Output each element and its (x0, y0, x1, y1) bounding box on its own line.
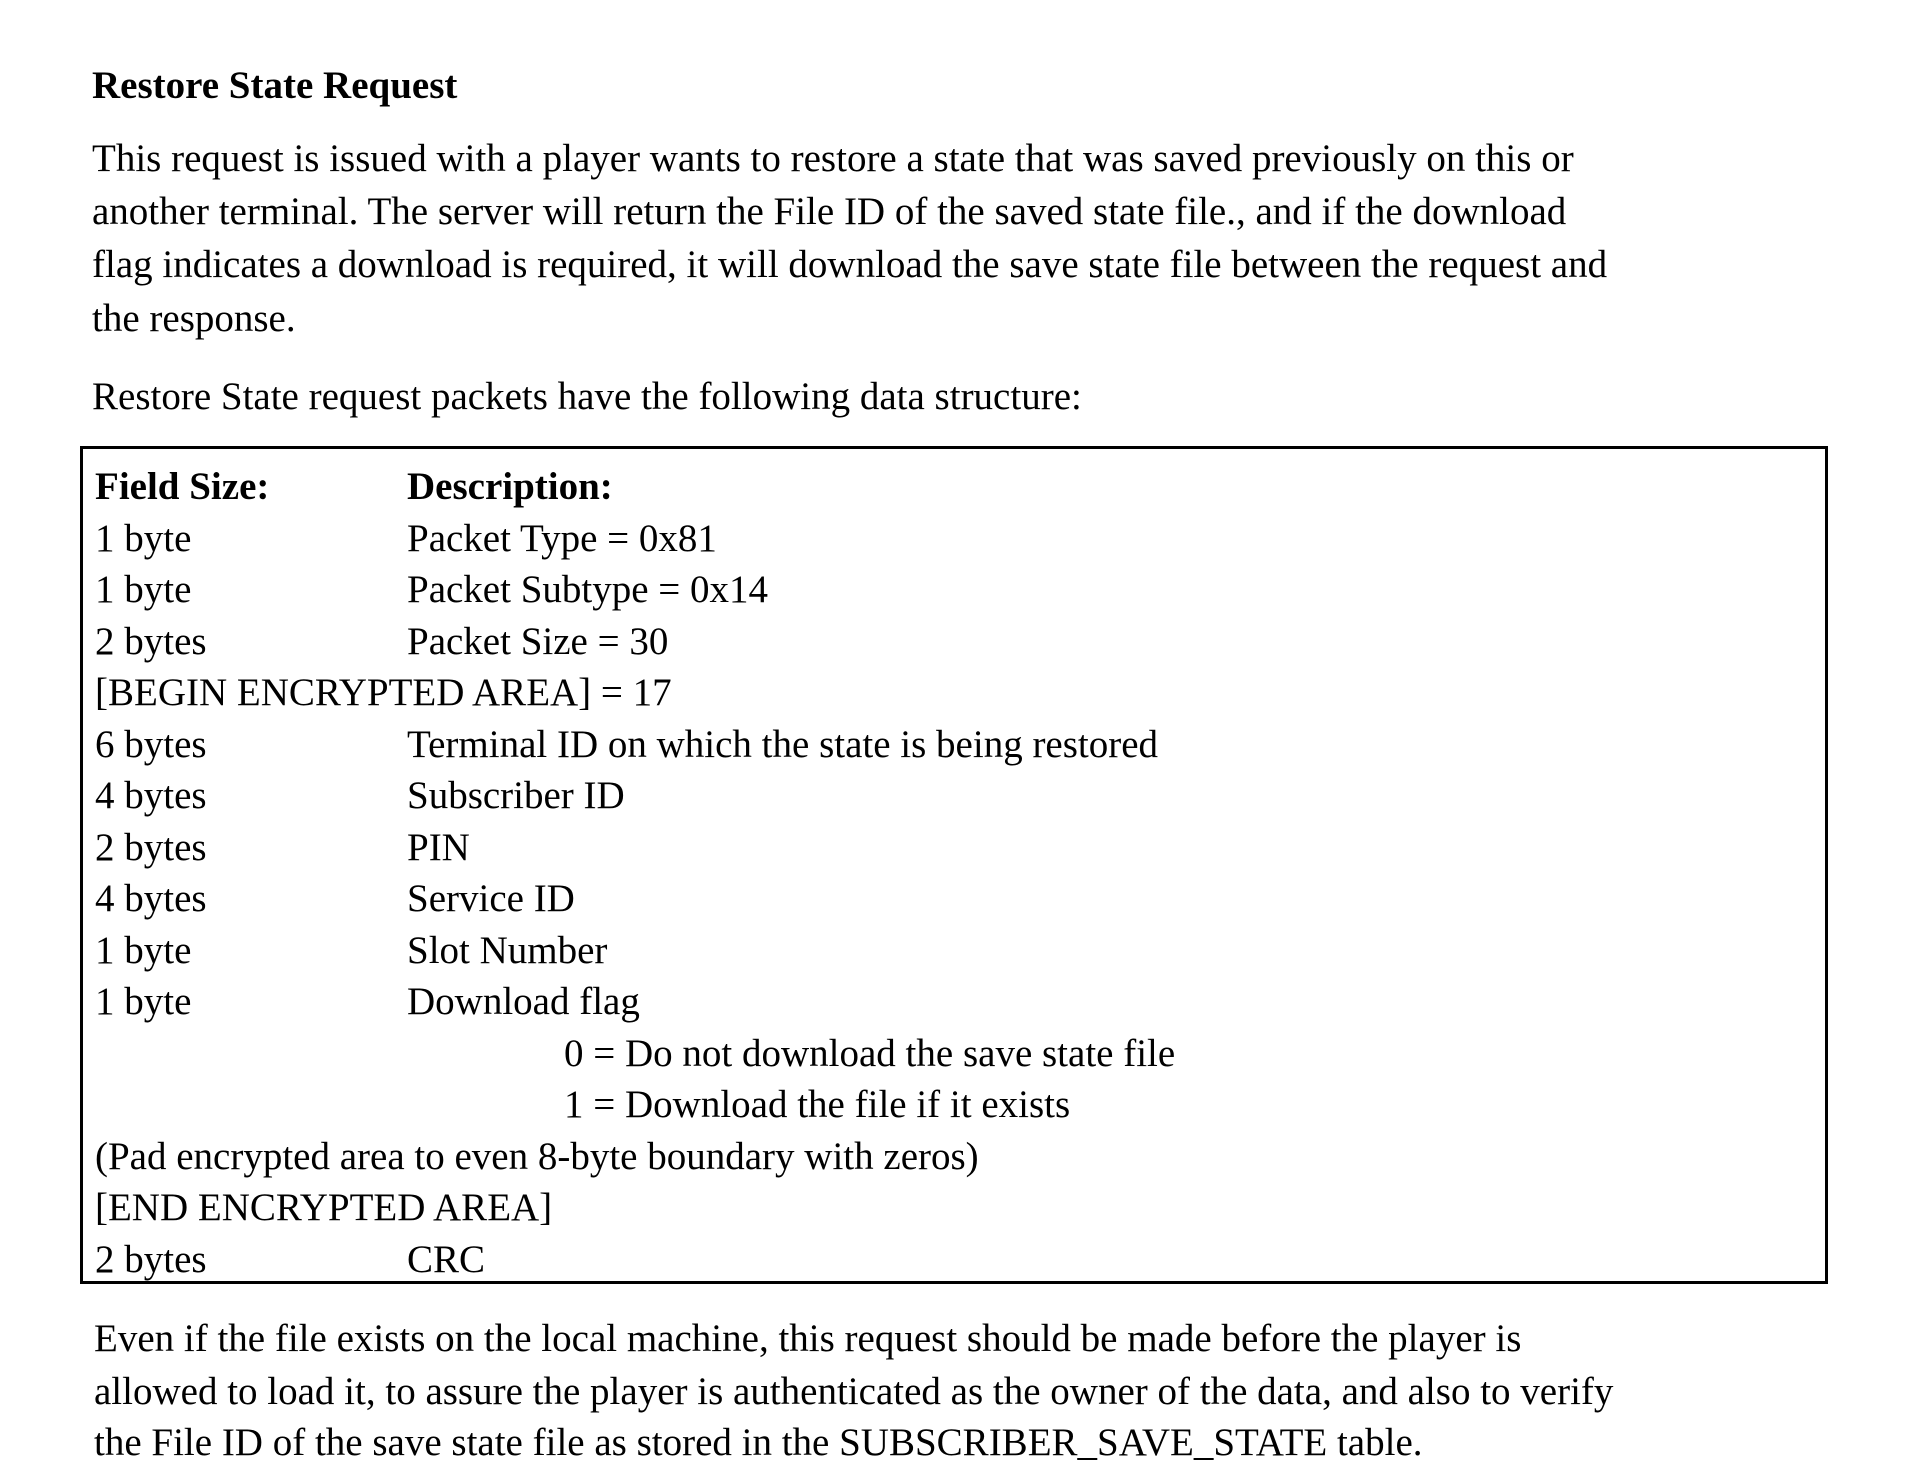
row-full-text: [BEGIN ENCRYPTED AREA] = 17 (95, 667, 672, 718)
table-row (83, 1079, 1825, 1130)
table-row (83, 1234, 1825, 1285)
table-row (83, 822, 1825, 873)
intro-line: another terminal. The server will return the File ID of the saved state file., and if the download (92, 188, 1566, 236)
field-size: 1 byte (95, 564, 191, 615)
table-row (83, 873, 1825, 924)
field-description: Packet Type = 0x81 (407, 513, 717, 564)
field-size: 2 bytes (95, 822, 207, 873)
intro-line: the response. (92, 295, 296, 343)
field-size: 4 bytes (95, 770, 207, 821)
field-description: Terminal ID on which the state is being restored (407, 719, 1158, 770)
table-row (83, 1182, 1825, 1233)
table-row (83, 513, 1825, 564)
field-description: CRC (407, 1234, 485, 1285)
field-size: 1 byte (95, 925, 191, 976)
field-description: Packet Subtype = 0x14 (407, 564, 768, 615)
field-size: 1 byte (95, 513, 191, 564)
closing-line: allowed to load it, to assure the player is authenticated as the owner of the data, and also to verify (94, 1368, 1613, 1416)
flag-option: 1 = Download the file if it exists (564, 1079, 1070, 1130)
closing-line: Even if the file exists on the local machine, this request should be made before the player is (94, 1315, 1521, 1363)
table-row (83, 770, 1825, 821)
table-row (83, 616, 1825, 667)
section-heading: Restore State Request (92, 62, 457, 110)
field-description: Slot Number (407, 925, 607, 976)
table-header (83, 461, 1825, 512)
field-description: PIN (407, 822, 470, 873)
field-description: Service ID (407, 873, 575, 924)
field-size: 2 bytes (95, 1234, 207, 1285)
packet-structure-table (80, 446, 1828, 1284)
table-row (83, 1131, 1825, 1182)
field-description: Subscriber ID (407, 770, 625, 821)
structure-intro: Restore State request packets have the following data structure: (92, 373, 1082, 421)
table-row (83, 1028, 1825, 1079)
row-full-text: [END ENCRYPTED AREA] (95, 1182, 552, 1233)
field-size: 1 byte (95, 976, 191, 1027)
field-size: 2 bytes (95, 616, 207, 667)
row-full-text: (Pad encrypted area to even 8-byte boundary with zeros) (95, 1131, 979, 1182)
intro-line: flag indicates a download is required, it will download the save state file between the request and (92, 241, 1607, 289)
header-field-size: Field Size: (95, 461, 269, 512)
table-row (83, 564, 1825, 615)
table-row (83, 925, 1825, 976)
intro-line: This request is issued with a player wants to restore a state that was saved previously on this or (92, 135, 1574, 183)
field-size: 4 bytes (95, 873, 207, 924)
header-description: Description: (407, 461, 613, 512)
flag-option: 0 = Do not download the save state file (564, 1028, 1175, 1079)
closing-line: the File ID of the save state file as stored in the SUBSCRIBER_SAVE_STATE table. (94, 1419, 1423, 1467)
table-row (83, 976, 1825, 1027)
field-description: Packet Size = 30 (407, 616, 668, 667)
field-description: Download flag (407, 976, 640, 1027)
table-row (83, 667, 1825, 718)
field-size: 6 bytes (95, 719, 207, 770)
table-row (83, 719, 1825, 770)
